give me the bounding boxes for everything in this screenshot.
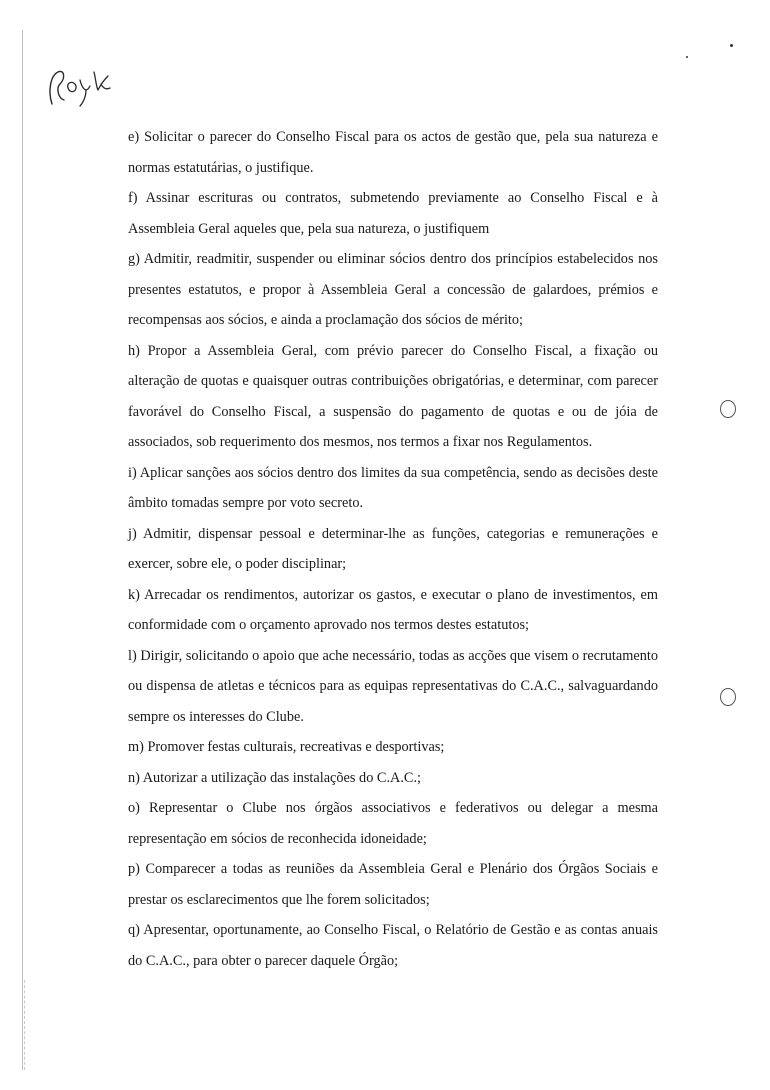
clause-f: f) Assinar escrituras ou contratos, submetendo previamente ao Conselho Fiscal e à Assembleia Geral aqueles que, pela sua natureza, o justifiquem: [128, 190, 658, 237]
clause-q: q) Apresentar, oportunamente, ao Conselho Fiscal, o Relatório de Gestão e as contas anuais do C.A.C., para obter o parecer daquele Órgão;: [128, 922, 658, 969]
clause-i: i) Aplicar sanções aos sócios dentro dos limites da sua competência, sendo as decisões deste âmbito tomadas sempre por voto secreto.: [128, 464, 658, 511]
handwritten-initials-icon: [46, 64, 116, 114]
clause-h: h) Propor a Assembleia Geral, com prévio parecer do Conselho Fiscal, a fixação ou alteração de quotas e quaisquer outras contribuições obrigatórias, e determinar, com parecer favorável do Conselho Fiscal, a suspensão do pagamento de quotas e ou de jóia de associados, sob requerimento dos mesmos, nos termos a fixar nos Regulamentos.: [128, 342, 658, 450]
clause-g: g) Admitir, readmitir, suspender ou eliminar sócios dentro dos princípios estabelecidos nos presentes estatutos, e propor à Assembleia Geral a concessão de galardoes, prémios e recompensas aos sócios, e ainda a proclamação dos sócios de mérito;: [128, 251, 658, 328]
punch-hole-upper: [720, 400, 736, 418]
clause-l: l) Dirigir, solicitando o apoio que ache necessário, todas as acções que visem o recrutamento ou dispensa de atletas e técnicos para as equipas representativas do C.A.C., salvaguardando sempre os interesses do Clube.: [128, 647, 658, 725]
scan-speck: [686, 56, 688, 58]
binding-rule: [22, 30, 23, 1070]
clause-m: m) Promover festas culturais, recreativas e desportivas;: [128, 739, 445, 755]
clause-j: j) Admitir, dispensar pessoal e determinar-lhe as funções, categorias e remunerações e exercer, sobre ele, o poder disciplinar;: [128, 525, 658, 572]
binding-rule-dashed: [24, 980, 25, 1070]
clause-n: n) Autorizar a utilização das instalações do C.A.C.;: [128, 769, 422, 786]
document-body: [128, 122, 658, 976]
punch-hole-lower: [720, 688, 736, 706]
clause-e: e) Solicitar o parecer do Conselho Fiscal para os actos de gestão que, pela sua natureza e normas estatutárias, o justifique.: [128, 129, 658, 176]
scan-speck: [730, 44, 733, 47]
clause-o: o) Representar o Clube nos órgãos associativos e federativos ou delegar a mesma representação em sócios de reconhecida idoneidade;: [128, 800, 658, 847]
clause-k: k) Arrecadar os rendimentos, autorizar os gastos, e executar o plano de investimentos, em conformidade com o orçamento aprovado nos termos destes estatutos;: [128, 586, 658, 633]
clause-p: p) Comparecer a todas as reuniões da Assembleia Geral e Plenário dos Órgãos Sociais e prestar os esclarecimentos que lhe forem solicitados;: [128, 861, 658, 908]
